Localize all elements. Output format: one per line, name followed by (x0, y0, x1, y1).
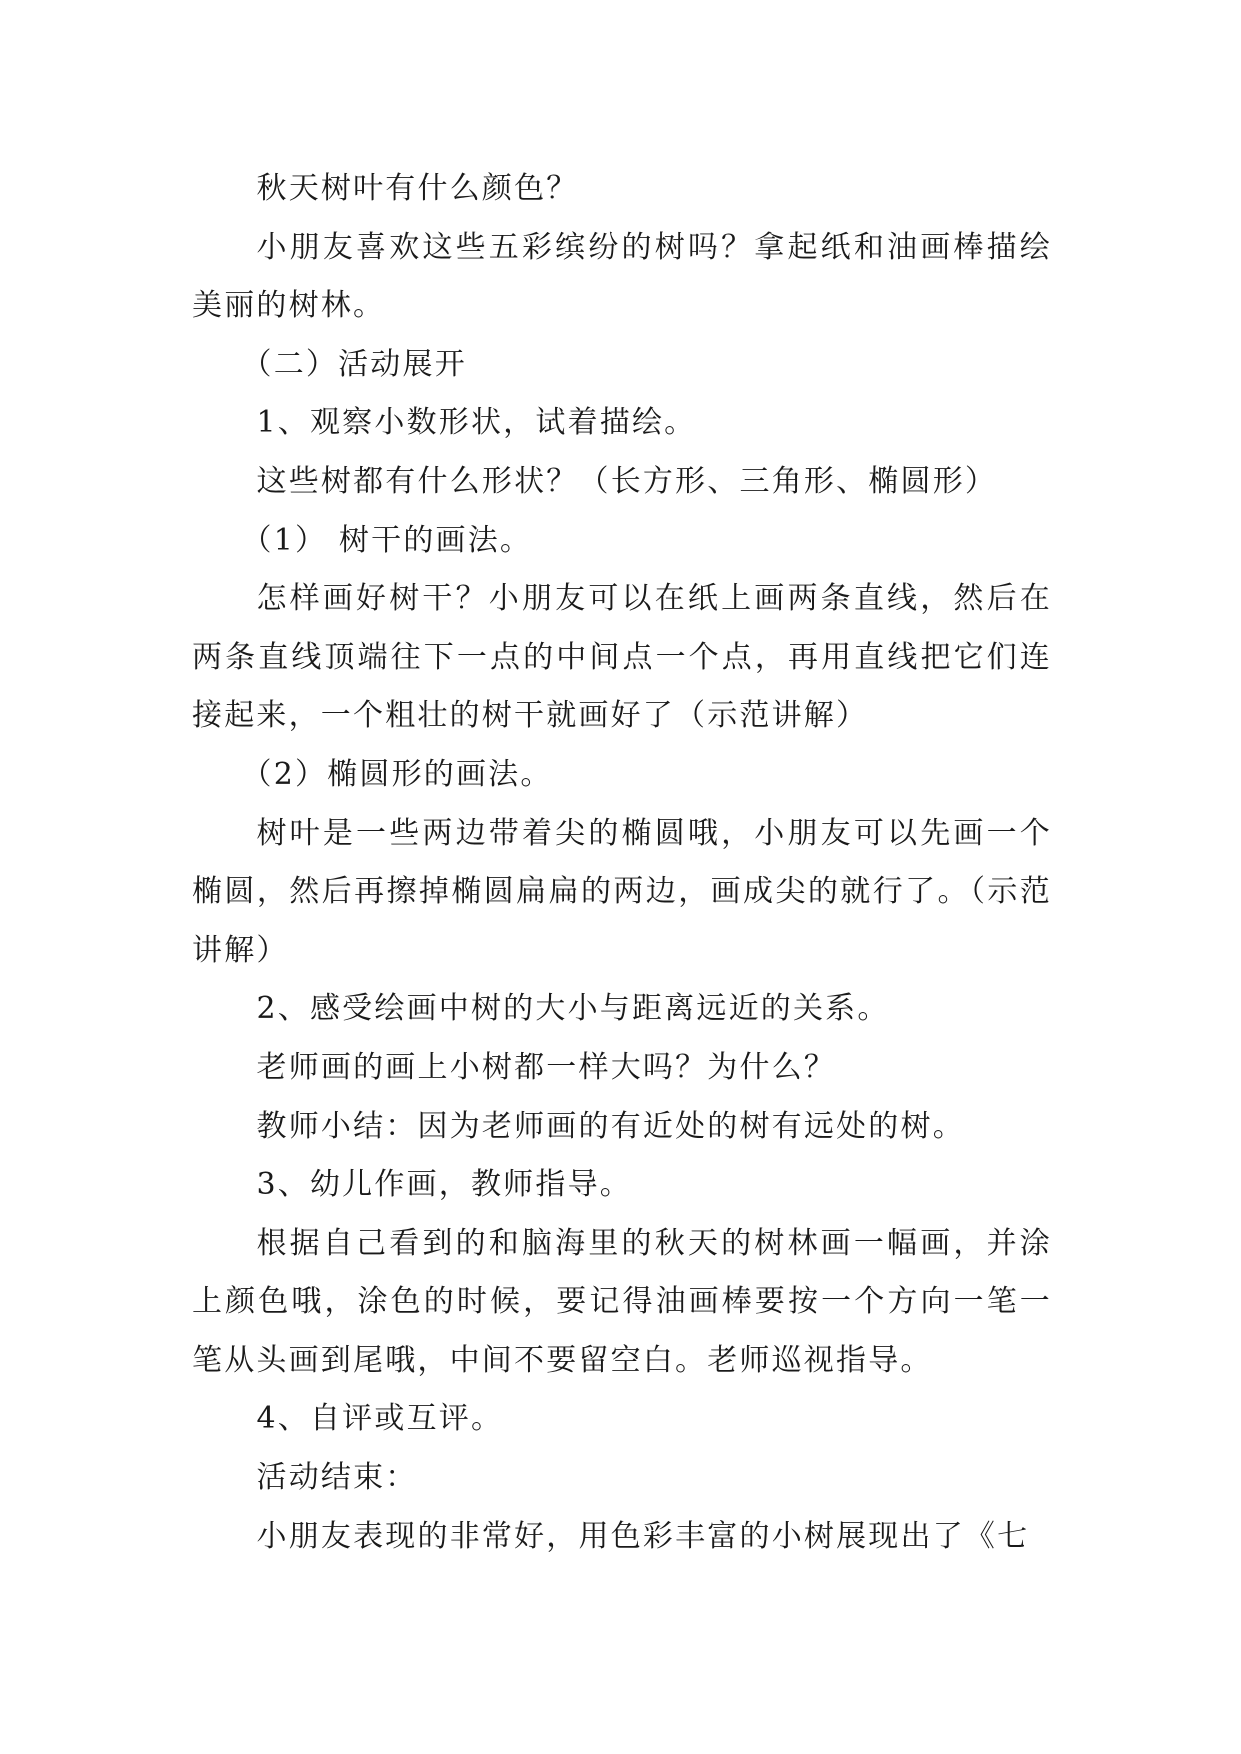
subheading-ellipse: （2）椭圆形的画法。 (241, 756, 553, 792)
section-heading-activity: （二）活动展开 (241, 346, 467, 382)
paragraph-closing: 小朋友表现的非常好，用色彩丰富的小树展现出了《七 (256, 1518, 1030, 1554)
paragraph-step-2: 2、感受绘画中树的大小与距离远近的关系。 (256, 991, 890, 1027)
document-body (192, 160, 1052, 1566)
paragraph-teacher-summary: 教师小结：因为老师画的有近处的树有远处的树。 (256, 1108, 965, 1144)
paragraph-autumn-leaf-color: 秋天树叶有什么颜色？ (256, 171, 579, 206)
paragraph-leaf-method: 树叶是一些两边带着尖的椭圆哦，小朋友可以先画一个椭圆，然后再擦掉椭圆扁扁的两边，画成尖的就行了。（示范讲解） (192, 815, 1052, 968)
paragraph-step-3: 3、幼儿作画，教师指导。 (256, 1167, 632, 1203)
paragraph-tree-shapes: 这些树都有什么形状？（长方形、三角形、椭圆形） (256, 463, 998, 499)
paragraph-draw-forest: 小朋友喜欢这些五彩缤纷的树吗？拿起纸和油画棒描绘美丽的树林。 (192, 229, 1052, 324)
paragraph-drawing-instructions: 根据自己看到的和脑海里的秋天的树林画一幅画，并涂上颜色哦，涂色的时候，要记得油画棒要按一个方向一笔一笔从头画到尾哦，中间不要留空白。老师巡视指导。 (192, 1225, 1052, 1378)
paragraph-trunk-method: 怎样画好树干？小朋友可以在纸上画两条直线，然后在两条直线顶端往下一点的中间点一个点，再用直线把它们连接起来，一个粗壮的树干就画好了（示范讲解） (192, 581, 1052, 734)
subheading-trunk: （1） 树干的画法。 (241, 522, 533, 558)
paragraph-step-1: 1、观察小数形状，试着描绘。 (256, 405, 697, 441)
paragraph-same-size-question: 老师画的画上小树都一样大吗？为什么？ (256, 1049, 837, 1085)
paragraph-step-4: 4、自评或互评。 (256, 1401, 504, 1437)
paragraph-activity-end: 活动结束： (256, 1460, 418, 1496)
